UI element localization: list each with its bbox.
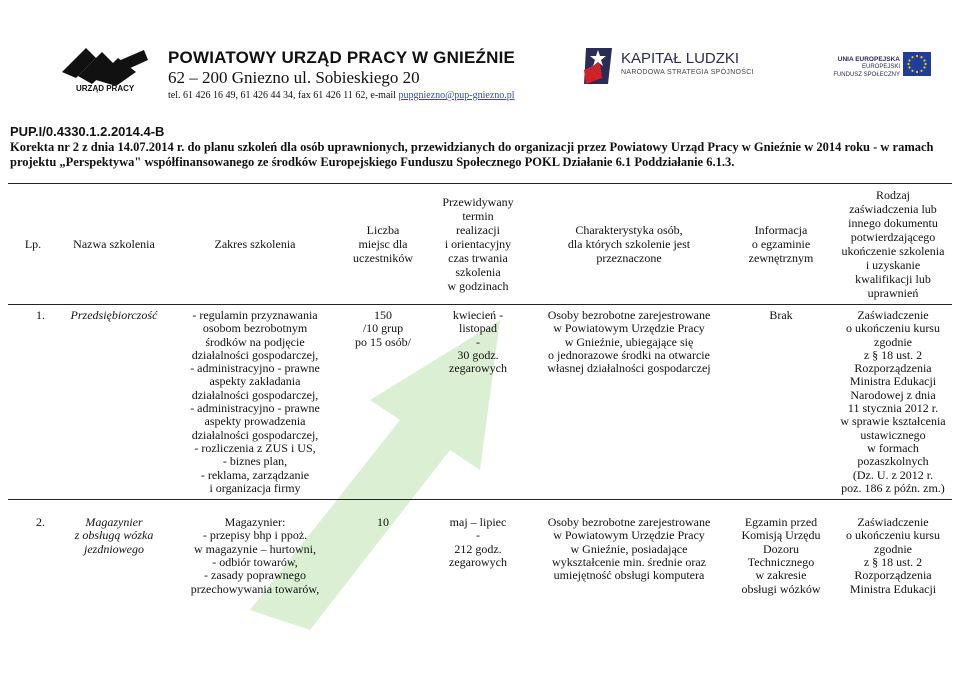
pup-logo [56,42,154,96]
cell-exam: Brak [769,308,793,322]
cell-target: Osoby bezrobotne zarejestrowane w Powiatowym Urzędzie Pracy w Gnieźnie, posiadające wykształcenie min. średnie oraz umiejętność obsługi komputera [547,515,711,583]
kl-subtitle: NARODOWA STRATEGIA SPÓJNOŚCI [621,69,754,76]
email-link[interactable]: pupgniezno@pup-gniezno.pl [398,90,515,101]
cell-places: 10 [377,515,389,530]
cell-certificate: Zaświadczenie o ukończeniu kursu zgodnie z § 18 ust. 2 Rozporządzenia Ministra Edukacji Narodowej z dnia 11 stycznia 2012 r. w sprawie kształcenia ustawicznego w formach pozaszkolnych (Dz. U. z 2012 r. poz. 186 z późn. zm.) [840,308,946,495]
eu-line-3: FUNDUSZ SPOŁECZNY [833,72,900,78]
eu-line-1: UNIA EUROPEJSKA [837,56,900,63]
contact-text: tel. 61 426 16 49, 61 426 44 34, fax 61 426 11 62, e-mail [168,90,399,101]
document-correction: Korekta nr 2 z dnia 14.07.2014 r. do planu szkoleń dla osób uprawnionych, przewidzianych do organizacji przez Powiatowy Urząd Pracy w Gnieźnie w 2014 roku - w ramach projektu „Perspektywa" współfinansowanego ze środków Europejskiego Funduszu Społecznego POKL Działanie 6.1 Poddziałanie 6.1.3. [10,140,934,169]
header-name: Nazwa szkolenia [58,184,170,305]
table-row [8,512,952,600]
training-plan-table [8,183,952,600]
document-reference: PUP.I/0.4330.1.2.2014.4-B [10,124,165,139]
cell-exam: Egzamin przed Komisją Urzędu Dozoru Technicznego w zakresie obsługi wózków [741,515,821,596]
cell-target: Osoby bezrobotne zarejestrowane w Powiatowym Urzędzie Pracy w Gnieźnie, ubiegające się o jednorazowe środki na otwarcie własnej działalności gospodarczej [547,308,711,376]
header-certificate: Rodzaj zaświadczenia lub innego dokumentu potwierdzającego ukończenie szkolenia i uzyskanie kwalifikacji lub uprawnień [834,184,952,305]
row-separator [8,500,952,513]
cell-certificate: Zaświadczenie o ukończeniu kursu zgodnie z § 18 ust. 2 Rozporządzenia Ministra Edukacji [846,515,940,596]
org-name: POWIATOWY URZĄD PRACY W GNIEŹNIE [168,48,516,67]
eu-flag-icon [903,52,931,76]
header-exam: Informacja o egzaminie zewnętrznym [728,184,834,305]
header-target: Charakterystyka osób, dla których szkolenie jest przeznaczone [530,184,728,305]
table-row [8,305,952,500]
cell-places: 150 /10 grup po 15 osób/ [354,308,411,349]
cell-scope: Magazynier: - przepisy bhp i ppoż. w magazynie – hurtowni, - odbiór towarów, - zasady poprawnego przechowywania towarów, [190,515,320,596]
cell-name: Magazynier z obsługą wózka jezdniowego [74,515,154,556]
org-address: 62 – 200 Gniezno ul. Sobieskiego 20 [168,68,420,87]
cell-lp: 2. [36,515,45,530]
kl-title: KAPITAŁ LUDZKI [621,50,740,67]
cell-name: Przedsiębiorczość [70,308,158,322]
eu-line-2: EUROPEJSKI [861,64,900,70]
header-scope: Zakres szkolenia [170,184,340,305]
cell-scope: - regulamin przyznawania osobom bezrobotnym środków na podjęcie działalności gospodarczej, - administracyjno - prawne aspekty zakładania działalności gospodarczej, - administracyjno - prawne aspekty prowadzenia działalności gospodarczej, - rozliczenia z ZUS i US, - biznes plan, - reklama, zarządzanie i organizacja firmy [190,308,320,495]
logo-text: URZĄD PRACY [76,84,135,93]
header-term: Przewidywany termin realizacji i orientacyjny czas trwania szkolenia w godzinach [426,184,530,305]
cell-term: kwiecień - listopad - 30 godz. zegarowych [449,308,507,376]
org-contact [168,90,515,101]
table-header-row [8,184,952,305]
cell-lp: 1. [36,308,45,322]
kapital-ludzki-logo [578,44,618,88]
header-lp: Lp. [8,184,58,305]
cell-term: maj – lipiec - 212 godz. zegarowych [449,515,507,570]
header-places: Liczba miejsc dla uczestników [340,184,426,305]
